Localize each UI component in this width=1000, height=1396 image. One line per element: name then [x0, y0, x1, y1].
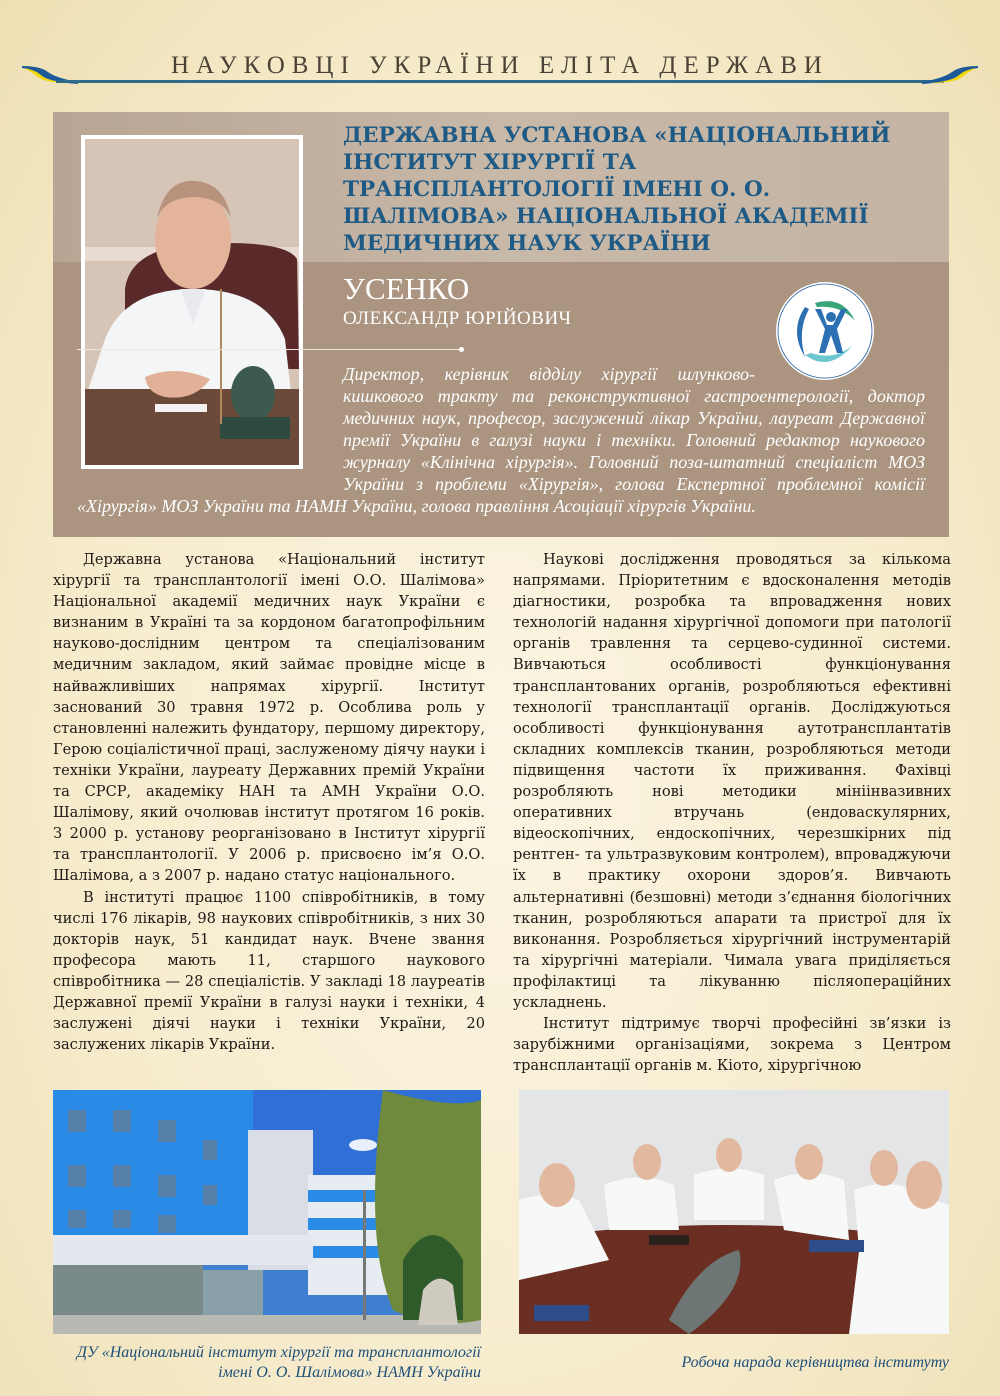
ukraine-flag-ribbon-right-icon	[920, 64, 980, 84]
article-column-right	[513, 549, 951, 1076]
meeting-photo-caption: Робоча нарада керівництва інституту	[681, 1354, 949, 1371]
series-title: НАУКОВЦІ УКРАЇНИ ЕЛІТА ДЕРЖАВИ	[171, 52, 829, 79]
person-surname: УСЕНКО	[343, 271, 470, 306]
person-bio-continued: штатний спеціаліст МОЗ України з проблеми «Хірургія», голова Експертної проблемної комісії «Хірургія» МОЗ України та НАМН України, голова правління Асоціації хірургів України.	[77, 452, 925, 516]
article-column-left	[53, 549, 485, 1055]
name-divider	[77, 349, 462, 350]
article-paragraph: В інституті працює 1100 співробітників, в тому числі 176 лікарів, 98 наукових співробітників, з них 30 докторів наук, 51 кандидат наук. Вчене звання професора мають 11, старшого наукового співробітника — 28 спеціалістів. У закладі 18 лауреатів Державної премії України в галузі науки і техніки, 4 заслужені діячі науки і техніки України, 20 заслужених лікарів України.	[53, 888, 485, 1054]
profile-panel	[53, 112, 949, 537]
article-paragraph: Наукові дослідження проводяться за кількома напрямами. Пріоритетним є вдосконалення методів діагностики, розробка та впровадження нових технологій надання хірургічної допомоги при патології органів травлення та серцево-судинної системи. Вивчаються особливості функціонування трансплантованих органів, розробляються ефективні технології трансплантації органів. Досліджуються особливості функціонування аутотрансплантатів складних комплексів тканин, розробляються методи підвищення частоти їх приживання. Фахівці розробляють нові методики мініінвазивних оперативних втручань (ендоваскулярних, відеоскопічних, ендоскопічних, черезшкірних під рентген- та ультразвуковим контролем), впроваджуючи їх в практику охорони здоров’я. Вивчають альтернативні (безшовні) методи з’єднання біологічних тканин, розробляються апарати та пристрої для їх виконання. Розробляється хірургічний інструментарій та хірургічні матеріали. Чимала увага приділяється профілактиці та лікуванню післяопераційних ускладнень.	[513, 551, 951, 1011]
person-bio-intro: Директор, керівник відділу хірургії шлунково-кишкового тракту та реконструктивної гастроентерології, доктор медичних наук, професор, заслужений лікар України, лауреат Державної премії України в галузі науки і техніки. Головний редактор наукового журналу «Клінічна хірургія». Головний поза-	[343, 364, 925, 472]
person-bio	[77, 355, 925, 517]
series-banner	[20, 48, 980, 88]
building-photo-caption: ДУ «Національний інститут хірургії та трансплантології імені О. О. Шалімова» НАМН України	[76, 1344, 481, 1381]
person-given-names: ОЛЕКСАНДР ЮРІЙОВИЧ	[343, 308, 572, 329]
article-paragraph: Інститут підтримує творчі професійні зв’язки із зарубіжними організаціями, зокрема з Центром трансплантації органів м. Кіото, хірургічною	[513, 1015, 951, 1075]
institution-title: ДЕРЖАВНА УСТАНОВА «НАЦІОНАЛЬНИЙ ІНСТИТУТ ХІРУРГІЇ ТА ТРАНСПЛАНТОЛОГІЇ ІМЕНІ О. О. ШАЛІМОВА» НАЦІОНАЛЬНОЇ АКАДЕМІЇ МЕДИЧНИХ НАУК УКРАЇНИ	[343, 123, 891, 256]
institute-building-photo	[53, 1090, 481, 1334]
leadership-meeting-photo	[519, 1090, 949, 1334]
person-name-block	[77, 257, 925, 355]
article-paragraph: Державна установа «Національний інститут хірургії та трансплантології імені О.О. Шалімова» Національної академії медичних наук України є визнаним в Україні та за кордоном багатопрофільним науково-дослідним центром та спеціалізованим медичним закладом, який займає провідне місце в найважливіших напрямах хірургії. Інститут заснований 30 травня 1972 р. Особлива роль у становленні належить фундатору, першому директору, Герою соціалістичної праці, заслуженому діячу науки і техніки України, лауреату Державних премій України та СРСР, академіку НАН та АМН України О.О. Шалімову, який очолював інститут протягом 16 років. З 2000 р. установу реорганізовано в Інститут хірургії та трансплантології. У 2006 р. присвоєно ім’я О.О. Шалімова, а з 2007 р. надано статус національного.	[53, 551, 485, 885]
banner-rule	[56, 80, 944, 83]
